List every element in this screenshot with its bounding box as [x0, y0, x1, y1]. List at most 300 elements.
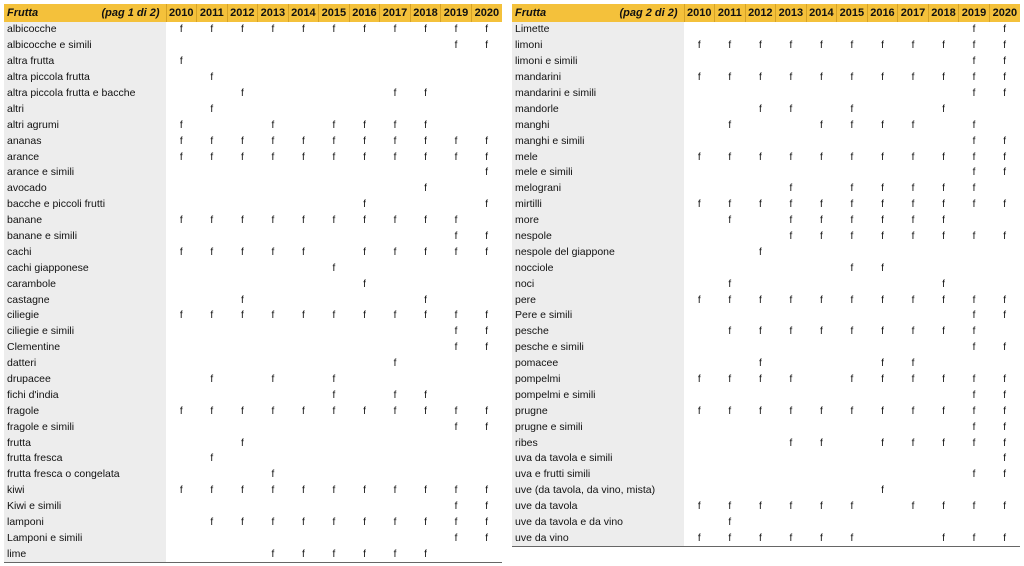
year-cell: f — [393, 24, 397, 36]
row-label: carambole — [4, 276, 166, 292]
year-cell: f — [697, 151, 701, 163]
year-cell: f — [424, 135, 427, 147]
year-cell — [776, 451, 807, 467]
year-cell: f — [881, 231, 884, 243]
year-cell: f — [485, 135, 489, 147]
year-cell — [349, 340, 380, 356]
year-cell — [288, 54, 319, 70]
row-label: uve da tavola — [512, 499, 684, 515]
year-cell — [227, 101, 258, 117]
year-cell — [837, 451, 868, 467]
year-cell — [989, 213, 1020, 229]
table-row — [4, 213, 502, 229]
year-cell: f — [363, 485, 366, 497]
table-row — [4, 101, 502, 117]
table-row — [512, 483, 1020, 499]
year-cell — [928, 340, 959, 356]
year-header: 2013 — [776, 4, 807, 22]
year-cell — [319, 101, 350, 117]
year-cell: f — [881, 40, 884, 52]
year-header: 2015 — [319, 4, 350, 22]
year-cell: f — [271, 151, 275, 163]
year-cell: f — [1003, 40, 1007, 52]
year-cell — [715, 340, 746, 356]
year-cell: f — [454, 40, 458, 52]
year-cell: f — [972, 231, 976, 243]
year-cell: f — [302, 405, 305, 417]
year-cell: f — [959, 531, 990, 547]
year-cell — [166, 292, 197, 308]
year-cell — [928, 54, 959, 70]
year-cell: f — [911, 40, 915, 52]
year-cell — [288, 531, 319, 547]
year-cell — [288, 435, 319, 451]
year-cell: f — [302, 215, 305, 227]
year-cell — [898, 308, 929, 324]
year-cell — [441, 276, 472, 292]
year-cell — [867, 244, 898, 260]
year-cell: f — [911, 437, 915, 449]
year-cell — [684, 308, 715, 324]
year-cell — [349, 324, 380, 340]
year-cell: f — [850, 374, 854, 386]
year-cell: f — [454, 246, 458, 258]
year-cell — [410, 229, 441, 245]
year-cell — [349, 165, 380, 181]
year-cell — [684, 22, 715, 38]
row-label: ciliegie e simili — [4, 324, 166, 340]
year-cell — [288, 181, 319, 197]
year-cell: f — [1003, 342, 1007, 354]
row-label: manghi — [512, 117, 684, 133]
year-cell — [684, 165, 715, 181]
year-cell — [806, 483, 837, 499]
year-cell — [349, 451, 380, 467]
year-cell: f — [850, 72, 854, 84]
year-cell — [684, 213, 715, 229]
year-cell — [441, 467, 472, 483]
year-cell: f — [1003, 310, 1007, 322]
year-cell: f — [179, 56, 183, 68]
year-cell: f — [485, 326, 489, 338]
year-cell: f — [911, 501, 915, 513]
year-cell — [684, 133, 715, 149]
year-cell: f — [881, 119, 884, 131]
year-cell — [380, 260, 411, 276]
year-cell: f — [210, 453, 214, 465]
table-row — [4, 499, 502, 515]
year-cell — [410, 467, 441, 483]
year-cell — [867, 101, 898, 117]
row-label: nespole — [512, 229, 684, 245]
year-cell — [745, 419, 776, 435]
year-cell — [806, 133, 837, 149]
year-cell — [441, 197, 472, 213]
year-cell — [898, 340, 929, 356]
year-cell — [471, 181, 502, 197]
year-cell: f — [271, 310, 275, 322]
year-cell: f — [697, 501, 701, 513]
table-row — [4, 467, 502, 483]
year-cell — [349, 292, 380, 308]
year-cell: f — [179, 215, 183, 227]
year-cell — [684, 356, 715, 372]
year-cell: f — [972, 501, 976, 513]
year-cell — [715, 435, 746, 451]
year-cell — [166, 372, 197, 388]
year-cell — [197, 54, 228, 70]
year-cell: f — [258, 546, 289, 562]
row-label: uva e frutti simili — [512, 467, 684, 483]
year-cell — [380, 451, 411, 467]
year-cell — [715, 101, 746, 117]
year-cell: f — [1003, 135, 1007, 147]
table-row — [4, 260, 502, 276]
year-cell — [319, 419, 350, 435]
year-cell: f — [911, 151, 915, 163]
year-cell: f — [758, 246, 762, 258]
year-cell — [258, 260, 289, 276]
year-cell: f — [697, 374, 701, 386]
row-label: noci — [512, 276, 684, 292]
year-cell: f — [424, 405, 427, 417]
year-cell — [867, 54, 898, 70]
year-cell: f — [850, 501, 854, 513]
year-cell — [288, 499, 319, 515]
year-cell — [227, 499, 258, 515]
year-cell: f — [820, 437, 823, 449]
year-cell: f — [363, 405, 366, 417]
table-row — [512, 419, 1020, 435]
row-label: mandorle — [512, 101, 684, 117]
year-cell — [837, 483, 868, 499]
year-cell — [319, 451, 350, 467]
year-cell: f — [288, 546, 319, 562]
year-cell: f — [454, 342, 458, 354]
table-row — [4, 372, 502, 388]
year-cell: f — [424, 246, 427, 258]
year-cell — [471, 467, 502, 483]
year-cell: f — [745, 531, 776, 547]
year-cell: f — [789, 183, 793, 195]
table-row — [512, 435, 1020, 451]
year-cell — [288, 117, 319, 133]
year-cell: f — [349, 546, 380, 562]
row-label: altri agrumi — [4, 117, 166, 133]
year-cell: f — [240, 24, 244, 36]
year-cell: f — [393, 215, 397, 227]
year-cell: f — [271, 119, 275, 131]
year-cell: f — [240, 405, 244, 417]
year-cell: f — [789, 72, 793, 84]
year-header: 2013 — [258, 4, 289, 22]
year-header: 2010 — [166, 4, 197, 22]
year-cell — [898, 101, 929, 117]
year-cell: f — [789, 405, 793, 417]
year-cell: f — [363, 310, 366, 322]
row-label: limoni — [512, 38, 684, 54]
year-cell — [288, 451, 319, 467]
year-cell — [989, 324, 1020, 340]
year-cell — [319, 499, 350, 515]
year-cell — [197, 197, 228, 213]
year-cell: f — [319, 546, 350, 562]
year-cell — [867, 467, 898, 483]
year-cell: f — [820, 119, 823, 131]
year-cell — [745, 340, 776, 356]
year-cell — [806, 54, 837, 70]
year-cell — [684, 483, 715, 499]
year-cell: f — [972, 151, 976, 163]
year-cell: f — [210, 517, 214, 529]
table-row — [512, 101, 1020, 117]
year-cell — [959, 276, 990, 292]
year-cell: f — [454, 215, 458, 227]
year-cell — [898, 483, 929, 499]
year-cell: f — [1003, 199, 1007, 211]
year-cell — [380, 54, 411, 70]
year-cell — [806, 181, 837, 197]
table-row — [512, 531, 1020, 547]
year-cell: f — [820, 326, 823, 338]
year-cell: f — [881, 326, 884, 338]
year-cell: f — [424, 294, 427, 306]
year-cell: f — [850, 215, 854, 227]
row-label: Kiwi e simili — [4, 499, 166, 515]
year-cell — [471, 292, 502, 308]
year-cell — [837, 165, 868, 181]
year-cell — [867, 22, 898, 38]
year-cell — [806, 86, 837, 102]
year-cell — [349, 419, 380, 435]
year-cell — [380, 435, 411, 451]
page-indicator: (pag 1 di 2) — [101, 7, 160, 19]
year-cell — [441, 435, 472, 451]
year-cell — [928, 308, 959, 324]
year-cell: f — [972, 135, 976, 147]
year-cell: f — [485, 485, 489, 497]
year-cell — [197, 340, 228, 356]
year-cell — [806, 451, 837, 467]
year-cell — [471, 117, 502, 133]
year-cell: f — [820, 501, 823, 513]
table-row — [4, 54, 502, 70]
table-row — [4, 403, 502, 419]
year-cell: f — [942, 231, 945, 243]
year-cell: f — [393, 88, 397, 99]
year-cell: f — [881, 262, 884, 274]
year-cell: f — [454, 310, 458, 322]
year-cell: f — [424, 215, 427, 227]
year-cell — [349, 260, 380, 276]
year-cell — [380, 340, 411, 356]
year-cell — [776, 86, 807, 102]
year-cell: f — [271, 517, 275, 529]
year-cell — [166, 356, 197, 372]
year-cell — [319, 531, 350, 547]
year-cell — [410, 340, 441, 356]
year-cell: f — [972, 294, 976, 306]
year-cell — [776, 515, 807, 531]
year-cell: f — [942, 501, 945, 513]
year-cell — [684, 515, 715, 531]
year-cell: f — [728, 199, 732, 211]
year-cell: f — [1003, 437, 1007, 449]
year-cell: f — [850, 231, 854, 243]
year-cell — [166, 451, 197, 467]
year-cell — [227, 260, 258, 276]
year-cell: f — [942, 40, 945, 52]
row-label: pompelmi — [512, 372, 684, 388]
year-cell: f — [393, 389, 397, 401]
year-cell — [898, 276, 929, 292]
year-cell — [410, 531, 441, 547]
year-cell: f — [454, 24, 458, 36]
year-cell: f — [789, 40, 793, 52]
table-row — [4, 308, 502, 324]
year-cell — [837, 22, 868, 38]
year-cell: f — [697, 199, 701, 211]
table-row — [4, 546, 502, 562]
year-cell — [441, 451, 472, 467]
row-label: frutta fresca — [4, 451, 166, 467]
year-cell: f — [728, 517, 732, 529]
year-cell: f — [1003, 501, 1007, 513]
table-header-row — [4, 4, 502, 22]
year-cell — [197, 181, 228, 197]
row-label: limoni e simili — [512, 54, 684, 70]
year-cell: f — [454, 135, 458, 147]
year-cell: f — [393, 151, 397, 163]
year-cell: f — [302, 151, 305, 163]
year-cell — [745, 308, 776, 324]
year-cell — [441, 86, 472, 102]
year-cell — [776, 54, 807, 70]
year-cell — [319, 229, 350, 245]
year-cell — [806, 467, 837, 483]
year-cell — [776, 387, 807, 403]
table-row — [512, 451, 1020, 467]
year-cell — [776, 356, 807, 372]
table-body-page-2 — [512, 22, 1020, 547]
table-row — [512, 515, 1020, 531]
table-row — [4, 197, 502, 213]
year-cell: f — [271, 485, 275, 497]
year-cell: f — [332, 119, 336, 131]
table-row — [4, 181, 502, 197]
year-cell — [410, 165, 441, 181]
year-cell — [441, 165, 472, 181]
year-cell: f — [393, 310, 397, 322]
table-row — [512, 387, 1020, 403]
year-cell — [197, 276, 228, 292]
year-cell — [319, 244, 350, 260]
row-label: arance — [4, 149, 166, 165]
year-header: 2011 — [197, 4, 228, 22]
table-row — [512, 260, 1020, 276]
year-cell — [684, 467, 715, 483]
year-cell — [166, 435, 197, 451]
row-label: fragole e simili — [4, 419, 166, 435]
year-cell: f — [881, 358, 884, 370]
year-cell — [898, 387, 929, 403]
year-cell: f — [881, 374, 884, 386]
year-cell: f — [424, 310, 427, 322]
table-panel-page-1 — [4, 4, 502, 563]
year-cell — [227, 531, 258, 547]
year-cell — [441, 356, 472, 372]
year-cell: f — [758, 405, 762, 417]
year-cell — [989, 101, 1020, 117]
year-header: 2019 — [441, 4, 472, 22]
year-cell — [745, 117, 776, 133]
row-label: castagne — [4, 292, 166, 308]
row-label: pesche — [512, 324, 684, 340]
year-cell — [166, 101, 197, 117]
year-cell — [258, 181, 289, 197]
year-cell — [349, 101, 380, 117]
year-cell — [258, 292, 289, 308]
year-cell — [166, 181, 197, 197]
year-cell: f — [271, 24, 275, 36]
year-cell: f — [363, 135, 366, 147]
year-cell — [319, 276, 350, 292]
table-row — [512, 70, 1020, 86]
row-label: mandarini e simili — [512, 86, 684, 102]
year-cell — [928, 419, 959, 435]
year-cell: f — [942, 215, 945, 227]
year-cell: f — [850, 40, 854, 52]
year-cell — [441, 54, 472, 70]
year-cell — [441, 181, 472, 197]
year-cell — [197, 260, 228, 276]
year-cell — [837, 387, 868, 403]
year-cell — [166, 499, 197, 515]
year-cell — [715, 54, 746, 70]
year-cell: f — [332, 262, 336, 274]
year-cell — [898, 86, 929, 102]
year-cell: f — [332, 135, 336, 147]
year-cell: f — [332, 485, 336, 497]
year-cell: f — [424, 517, 427, 529]
year-cell: f — [1003, 389, 1007, 401]
year-cell — [715, 229, 746, 245]
year-cell: f — [210, 215, 214, 227]
year-cell: f — [972, 405, 976, 417]
year-cell: f — [1003, 88, 1007, 99]
year-cell: f — [942, 72, 945, 84]
year-cell: f — [363, 24, 366, 36]
year-cell — [349, 181, 380, 197]
year-cell — [715, 356, 746, 372]
year-cell: f — [697, 40, 701, 52]
year-cell: f — [302, 517, 305, 529]
year-cell — [166, 197, 197, 213]
row-label: uve (da tavola, da vino, mista) — [512, 483, 684, 499]
year-cell — [227, 38, 258, 54]
year-cell — [837, 435, 868, 451]
year-cell — [319, 435, 350, 451]
year-cell — [806, 387, 837, 403]
table-row — [4, 435, 502, 451]
year-cell — [410, 356, 441, 372]
year-cell — [227, 276, 258, 292]
year-cell — [319, 86, 350, 102]
year-cell — [319, 467, 350, 483]
year-cell — [745, 260, 776, 276]
year-cell: f — [485, 167, 489, 179]
year-cell — [928, 86, 959, 102]
